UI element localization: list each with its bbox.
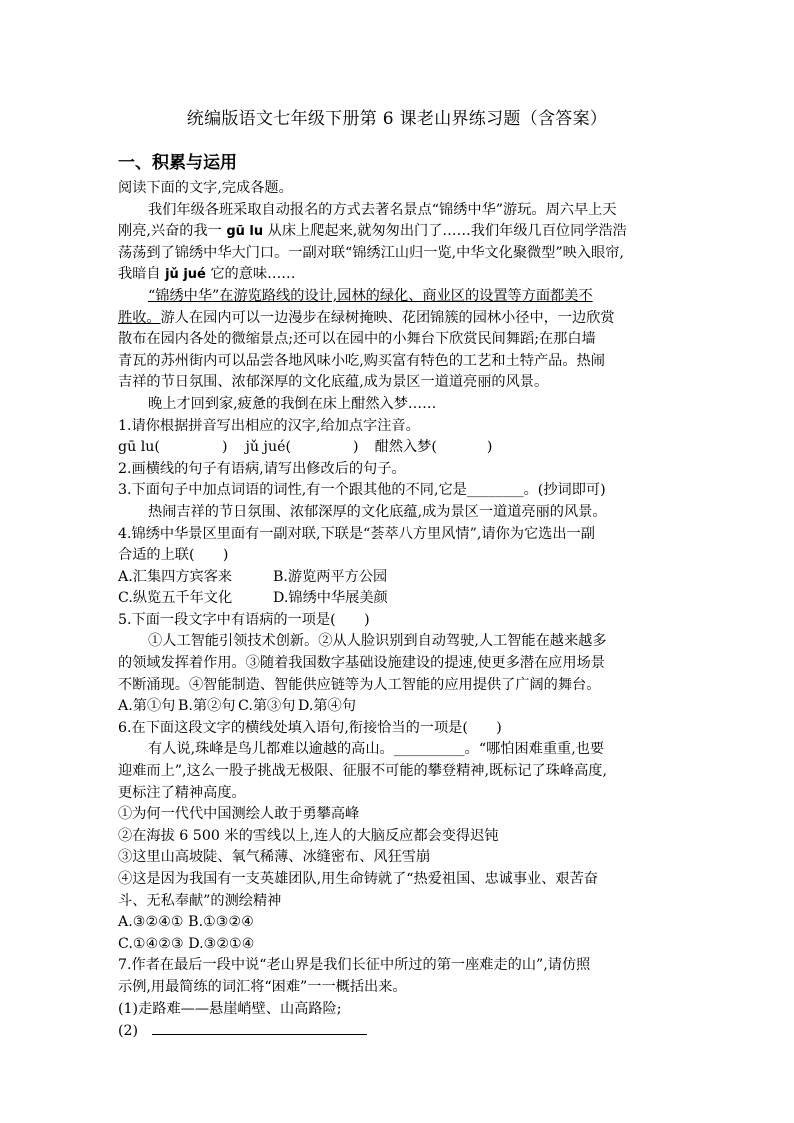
question-2: 2.画横线的句子有语病,请写出修改后的句子。 xyxy=(118,460,406,477)
option-b: B.游览两平方公园 xyxy=(273,568,388,585)
question-6-statement: ①为何一代代中国测绘人敢于勇攀高峰 xyxy=(118,806,360,823)
question-4: 合适的上联( ) xyxy=(118,547,229,564)
question-3: 3.下面句子中加点词语的词性,有一个跟其他的不同,它是________。(抄词即可) xyxy=(118,482,606,499)
reading-instruction: 阅读下面的文字,完成各题。 xyxy=(118,180,293,196)
passage-line: 我们年级各班采取自动报名的方式去著名景点“锦绣中华”游玩。周六早上天 xyxy=(148,201,617,218)
question-3-sentence: 热闹吉祥的节日氛围、浓郁深厚的文化底蕴,成为景区一道道亮丽的风景。 xyxy=(148,503,607,520)
option-b: B.第②句 xyxy=(178,698,236,715)
underlined-sentence-end: 胜收。 xyxy=(118,309,161,326)
option-c: C.纵览五千年文化 xyxy=(118,590,233,607)
question-5-options xyxy=(118,696,678,718)
passage-line: 晚上才回到家,疲惫的我倒在床上酣然入梦…… xyxy=(148,395,437,412)
question-4-options xyxy=(118,588,678,610)
question-6: 6.在下面这段文字的横线处填入语句,衔接恰当的一项是( ) xyxy=(118,719,502,736)
section-heading: 一、积累与运用 xyxy=(118,153,237,173)
question-6-statement: ③这里山高坡陡、氧气稀薄、冰缝密布、风狂雪崩 xyxy=(118,849,431,866)
question-5-passage: ①人工智能引领技术创新。②从人脸识别到自动驾驶,人工智能在越来越多 xyxy=(148,633,607,650)
question-6-passage: 有人说,珠峰是鸟儿都难以逾越的高山。__________。“哪怕困难重重,也要 xyxy=(148,741,605,758)
passage-line: 荡荡到了锦绣中华大门口。一副对联“锦绣江山归一览,中华文化聚微型”映入眼帘, xyxy=(118,244,624,261)
question-4-options xyxy=(118,567,678,589)
question-5-passage: 的领域发挥着作用。③随着我国数字基础设施建设的提速,使更多潜在应用场景 xyxy=(118,655,605,672)
question-7-example: (1)走路难——悬崖峭壁、山高路险; xyxy=(118,1000,342,1017)
pinyin-text: jǔ jué xyxy=(165,267,206,283)
question-7: 7.作者在最后一段中说“老山界是我们长征中所过的第一座难走的山”,请仿照 xyxy=(118,957,591,974)
option-a: A.第①句 xyxy=(118,698,176,715)
question-6-statement: ④这是因为我国有一支英雄团队,用生命铸就了“热爱祖国、忠诚事业、艰苦奋 xyxy=(118,871,598,887)
underlined-sentence: “锦绣中华”在游览路线的设计,园林的绿化、商业区的设置等方面都美不 xyxy=(148,287,593,304)
document-title: 统编版语文七年级下册第 6 课老山界练习题（含答案） xyxy=(186,109,608,129)
question-7-answer-line: (2) xyxy=(118,1020,678,1042)
passage-line: 青瓦的苏州街内可以品尝各地风味小吃,购买富有特色的工艺和土特产品。热闹 xyxy=(118,352,605,369)
passage-line: 刚亮,兴奋的我一 gū lu 从床上爬起来,就匆匆出门了……我们年级几百位同学浩浩 xyxy=(118,223,627,240)
question-6-options: A.③②④① B.①③②④ xyxy=(118,914,254,931)
answer-blank[interactable] xyxy=(152,1020,367,1035)
question-6-passage: 更标注了精神高度。 xyxy=(118,784,246,801)
question-5: 5.下面一段文字中有语病的一项是( ) xyxy=(118,611,370,628)
option-c: C.第③句 xyxy=(238,698,296,715)
question-6-statement: ②在海拔 6 500 米的雪线以上,连人的大脑反应都会变得迟钝 xyxy=(118,827,499,844)
exercise-content xyxy=(118,178,678,1042)
passage-line: 我暗自 jǔ jué 它的意味…… xyxy=(118,266,296,283)
question-7: 示例,用最简练的词汇将“困难”一一概括出来。 xyxy=(118,978,407,995)
pinyin-text: gū lu xyxy=(226,224,264,240)
question-1-items: gū lu( ) jǔ jué( ) 酣然入梦( ) xyxy=(118,439,493,456)
option-a: A.汇集四方宾客来 xyxy=(118,568,233,585)
option-d: D.第④句 xyxy=(298,698,356,715)
passage-line: 散布在园内各处的微缩景点;还可以在园中的小舞台下欣赏民间舞蹈;在那白墙 xyxy=(118,331,596,348)
passage-line: 吉祥的节日氛围、浓郁深厚的文化底蕴,成为景区一道道亮丽的风景。 xyxy=(118,374,549,391)
passage-line: 胜收。游人在园内可以一边漫步在绿树掩映、花团锦簇的园林小径中，一边欣赏 xyxy=(118,309,615,326)
question-4: 4.锦绣中华景区里面有一副对联,下联是“荟萃八方里风情”,请你为它选出一副 xyxy=(118,525,595,542)
question-1: 1.请你根据拼音写出相应的汉字,给加点字注音。 xyxy=(118,417,420,434)
question-5-passage: 不断涌现。④智能制造、智能供应链等为人工智能的应用提供了广阔的舞台。 xyxy=(118,676,601,693)
question-6-passage: 迎难而上”,这么一股子挑战无极限、征服不可能的攀登精神,既标记了珠峰高度, xyxy=(118,763,607,780)
question-6-options: C.①④②③ D.③②①④ xyxy=(118,935,255,952)
option-d: D.锦绣中华展美颜 xyxy=(273,590,388,607)
question-6-statement: 斗、无私奉献”的测绘精神 xyxy=(118,892,282,909)
